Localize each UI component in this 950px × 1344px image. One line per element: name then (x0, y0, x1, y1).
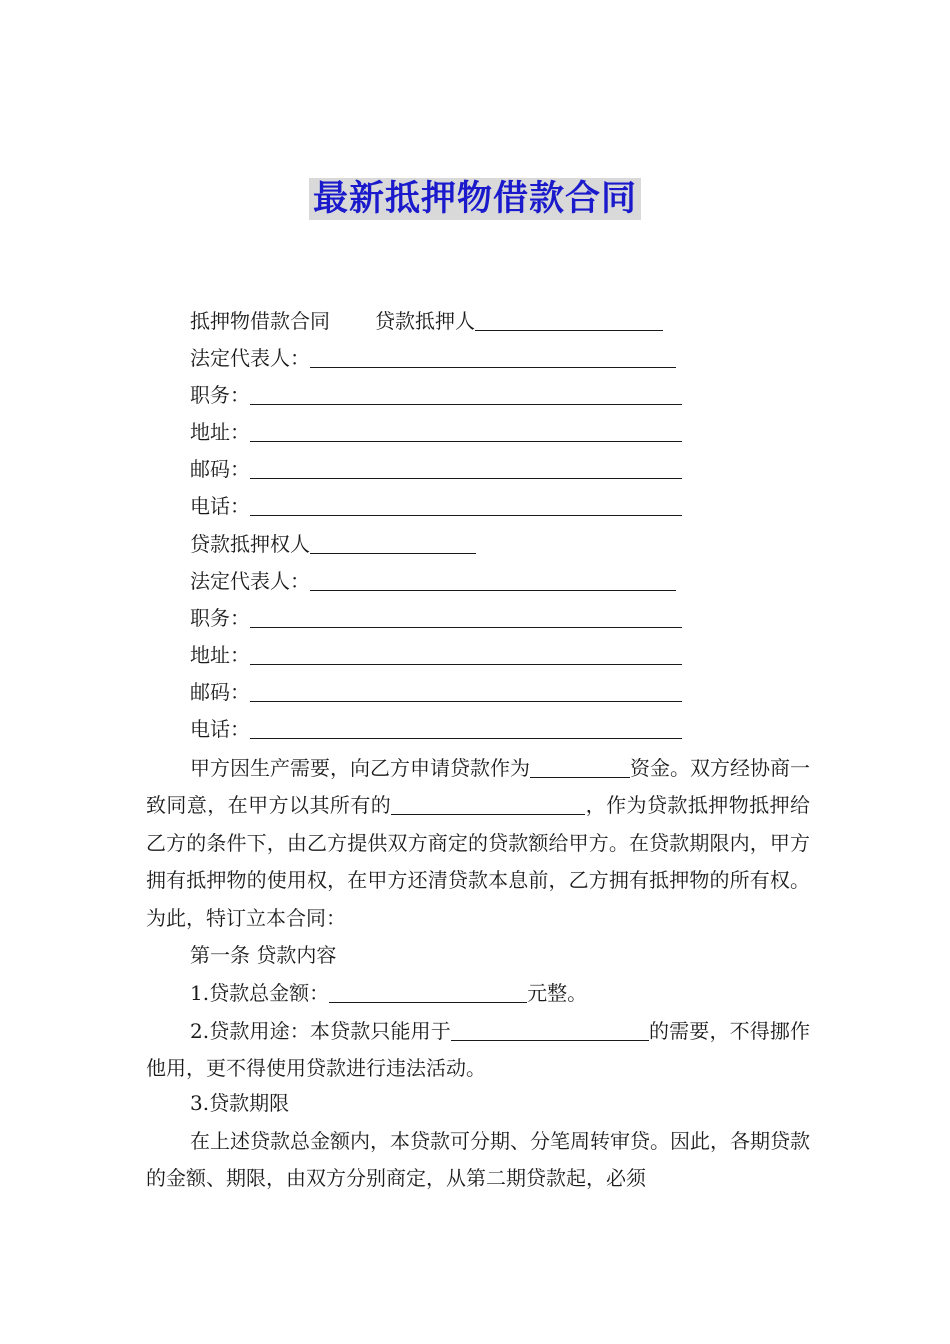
field-blank (250, 607, 682, 628)
mortgagor-label: 贷款抵押人 (375, 309, 475, 333)
field-blank (310, 570, 676, 591)
header-line (190, 308, 663, 334)
item-text: 1.贷款总金额： (190, 981, 330, 1005)
party-a-postcode (190, 456, 682, 482)
property-blank (391, 794, 585, 815)
field-blank (310, 347, 676, 368)
party-a-position (190, 382, 682, 408)
article-1-item-2 (146, 1013, 810, 1088)
article-1-item-3-text (146, 1123, 810, 1198)
mortgagor-blank (475, 310, 663, 331)
party-a-address (190, 419, 682, 445)
preamble-text-2: 资金。双方经协商一致同意，在甲方以其所有的 (146, 756, 810, 818)
article-heading: 第一条 贷款内容 (190, 943, 337, 967)
field-blank (250, 495, 682, 516)
field-label: 职务： (190, 606, 250, 630)
item-text: 3.贷款期限 (190, 1091, 290, 1115)
preamble-paragraph (146, 750, 810, 937)
contract-name: 抵押物借款合同 (190, 309, 330, 333)
amount-blank (329, 982, 527, 1003)
item-text: 2.贷款用途：本贷款只能用于 (190, 1019, 451, 1043)
article-1-item-1 (190, 980, 587, 1006)
field-label: 职务： (190, 383, 250, 407)
field-blank (250, 458, 682, 479)
party-b-representative (190, 568, 676, 594)
field-label: 电话： (190, 717, 250, 741)
preamble-text-3: ，作为贷款抵押物抵押给乙方的条件下，由乙方提供双方商定的贷款额给甲方。在贷款期限内，甲方拥有抵押物的使用权，在甲方还清贷款本息前，乙方拥有抵押物的所有权。为此，特订立本合同： (146, 793, 811, 930)
party-a-phone (190, 493, 682, 519)
purpose-blank (530, 757, 630, 778)
field-blank (250, 681, 682, 702)
mortgagee-line (190, 531, 476, 557)
party-b-postcode (190, 679, 682, 705)
mortgagee-blank (310, 533, 476, 554)
field-blank (250, 644, 682, 665)
field-blank (250, 718, 682, 739)
item-text: 的需要，不得挪作他用，更不得使用贷款进行违法活动。 (146, 1019, 810, 1081)
field-label: 电话： (190, 494, 250, 518)
party-b-phone (190, 716, 682, 742)
field-label: 法定代表人： (190, 569, 310, 593)
party-a-representative (190, 345, 676, 371)
usage-blank (451, 1020, 649, 1041)
field-blank (250, 384, 682, 405)
field-label: 地址： (190, 643, 250, 667)
field-label: 法定代表人： (190, 346, 310, 370)
party-b-position (190, 605, 682, 631)
field-label: 地址： (190, 420, 250, 444)
preamble-text-1: 甲方因生产需要，向乙方申请贷款作为 (190, 756, 530, 780)
article-1-heading (190, 942, 336, 968)
field-label: 邮码： (190, 680, 250, 704)
field-label: 邮码： (190, 457, 250, 481)
item-text: 在上述贷款总金额内，本贷款可分期、分笔周转审贷。因此，各期贷款的金额、期限，由双方分别商定，从第二期贷款起，必须 (146, 1129, 810, 1191)
field-blank (250, 421, 682, 442)
item-text: 元整。 (527, 981, 588, 1005)
article-1-item-3 (190, 1090, 289, 1116)
document-title: 最新抵押物借款合同 (309, 178, 641, 220)
mortgagee-label: 贷款抵押权人 (190, 532, 310, 556)
party-b-address (190, 642, 682, 668)
document-title-block (0, 178, 950, 220)
